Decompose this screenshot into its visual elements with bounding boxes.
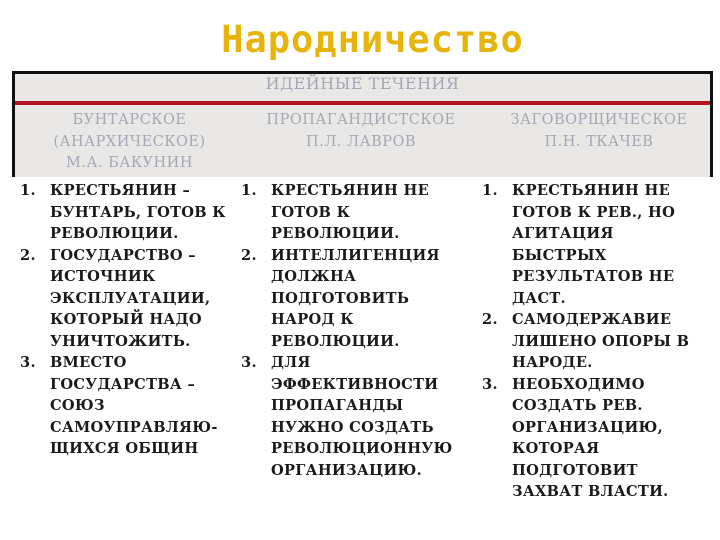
item-line: РЕВОЛЮЦИИ. — [271, 332, 400, 350]
item-line: БУНТАРЬ, ГОТОВ К — [50, 203, 226, 221]
header-divider — [15, 101, 710, 105]
item-number: 3. — [482, 375, 498, 393]
item-number: 2. — [482, 311, 498, 328]
item-line: ДОЛЖНА — [271, 268, 357, 285]
item-number: 3. — [241, 354, 257, 371]
list-item — [482, 374, 714, 503]
item-line: ИСТОЧНИК — [50, 268, 156, 285]
heading-line: М.А. БАКУНИН — [66, 155, 193, 171]
item-line: НЕОБХОДИМО — [512, 375, 645, 393]
item-line: СОЗДАТЬ РЕВ. — [512, 397, 643, 414]
item-line: АГИТАЦИЯ — [512, 225, 614, 242]
list-item — [482, 180, 714, 309]
list-item — [20, 245, 242, 353]
item-line: КРЕСТЬЯНИН НЕ — [512, 182, 671, 199]
item-line: ЭКСПЛУАТАЦИИ, — [50, 289, 211, 307]
item-line: САМОДЕРЖАВИЕ — [512, 311, 672, 328]
item-line: НУЖНО СОЗДАТЬ — [271, 418, 434, 436]
item-line: КРЕСТЬЯНИН НЕ — [271, 182, 430, 199]
column-body-propaganda — [241, 180, 481, 481]
item-line: ДЛЯ — [271, 354, 311, 371]
item-line: РЕЗУЛЬТАТОВ НЕ — [512, 268, 675, 285]
item-line: ГОТОВ К — [271, 203, 351, 221]
page-title: Народничество — [221, 18, 524, 61]
list-item — [20, 352, 242, 460]
item-line: ГОСУДАРСТВО – — [50, 246, 196, 264]
heading-line: ЗАГОВОРЩИЧЕСКОЕ — [510, 112, 688, 128]
list-item — [20, 180, 242, 245]
item-line: ЛИШЕНО ОПОРЫ В — [512, 332, 690, 350]
heading-line: ПРОПАГАНДИСТСКОЕ — [266, 112, 456, 128]
item-line: НАРОДЕ. — [512, 354, 593, 371]
item-line: САМОУПРАВЛЯЮ- — [50, 418, 218, 436]
heading-line: (АНАРХИЧЕСКОЕ) — [53, 133, 206, 150]
item-line: БЫСТРЫХ — [512, 246, 607, 264]
item-line: ГОТОВ К РЕВ., НО — [512, 203, 676, 221]
item-number: 2. — [20, 246, 36, 264]
item-line: ЗАХВАТ ВЛАСТИ. — [512, 483, 669, 500]
item-line: УНИЧТОЖИТЬ. — [50, 332, 191, 350]
item-line: КОТОРЫЙ НАДО — [50, 311, 202, 328]
table-subtitle: ИДЕЙНЫЕ ТЕЧЕНИЯ — [265, 74, 460, 93]
item-number: 1. — [482, 182, 498, 199]
item-line: РЕВОЛЮЦИОННУЮ — [271, 440, 453, 457]
heading-line: БУНТАРСКОЕ — [72, 112, 187, 128]
item-number: 1. — [241, 182, 257, 199]
item-line: РЕВОЛЮЦИИ. — [271, 225, 400, 242]
item-line: КОТОРАЯ — [512, 440, 600, 457]
item-line: ИНТЕЛЛИГЕНЦИЯ — [271, 246, 440, 264]
item-number: 1. — [20, 182, 36, 199]
item-number: 3. — [20, 354, 36, 371]
item-line: ОРГАНИЗАЦИЮ, — [512, 418, 663, 436]
item-line: ПОДГОТОВИТ — [512, 461, 638, 479]
item-line: НАРОД К — [271, 311, 354, 328]
item-line: КРЕСТЬЯНИН – — [50, 182, 191, 199]
list-item — [241, 180, 481, 245]
item-line: ПРОПАГАНДЫ — [271, 397, 404, 414]
list-item — [241, 245, 481, 353]
column-heading-rebel — [22, 110, 237, 175]
item-line: СОЮЗ — [50, 397, 105, 414]
item-number: 2. — [241, 246, 257, 264]
item-line: ОРГАНИЗАЦИЮ. — [271, 461, 422, 479]
column-body-conspiratorial — [482, 180, 714, 503]
item-line: ДАСТ. — [512, 289, 566, 307]
heading-line: П.Л. ЛАВРОВ — [305, 133, 417, 150]
list-item — [482, 309, 714, 374]
heading-line: П.Н. ТКАЧЕВ — [544, 133, 654, 150]
item-line: ЭФФЕКТИВНОСТИ — [271, 375, 439, 393]
column-body-rebel — [20, 180, 242, 460]
item-line: ВМЕСТО — [50, 354, 127, 371]
column-heading-propaganda — [245, 110, 477, 153]
item-line: ПОДГОТОВИТЬ — [271, 289, 410, 307]
item-line: РЕВОЛЮЦИИ. — [50, 225, 179, 242]
item-line: ГОСУДАРСТВА – — [50, 375, 196, 393]
list-item — [241, 352, 481, 481]
column-heading-conspiratorial — [485, 110, 713, 153]
item-line: ЩИХСЯ ОБЩИН — [50, 440, 199, 457]
